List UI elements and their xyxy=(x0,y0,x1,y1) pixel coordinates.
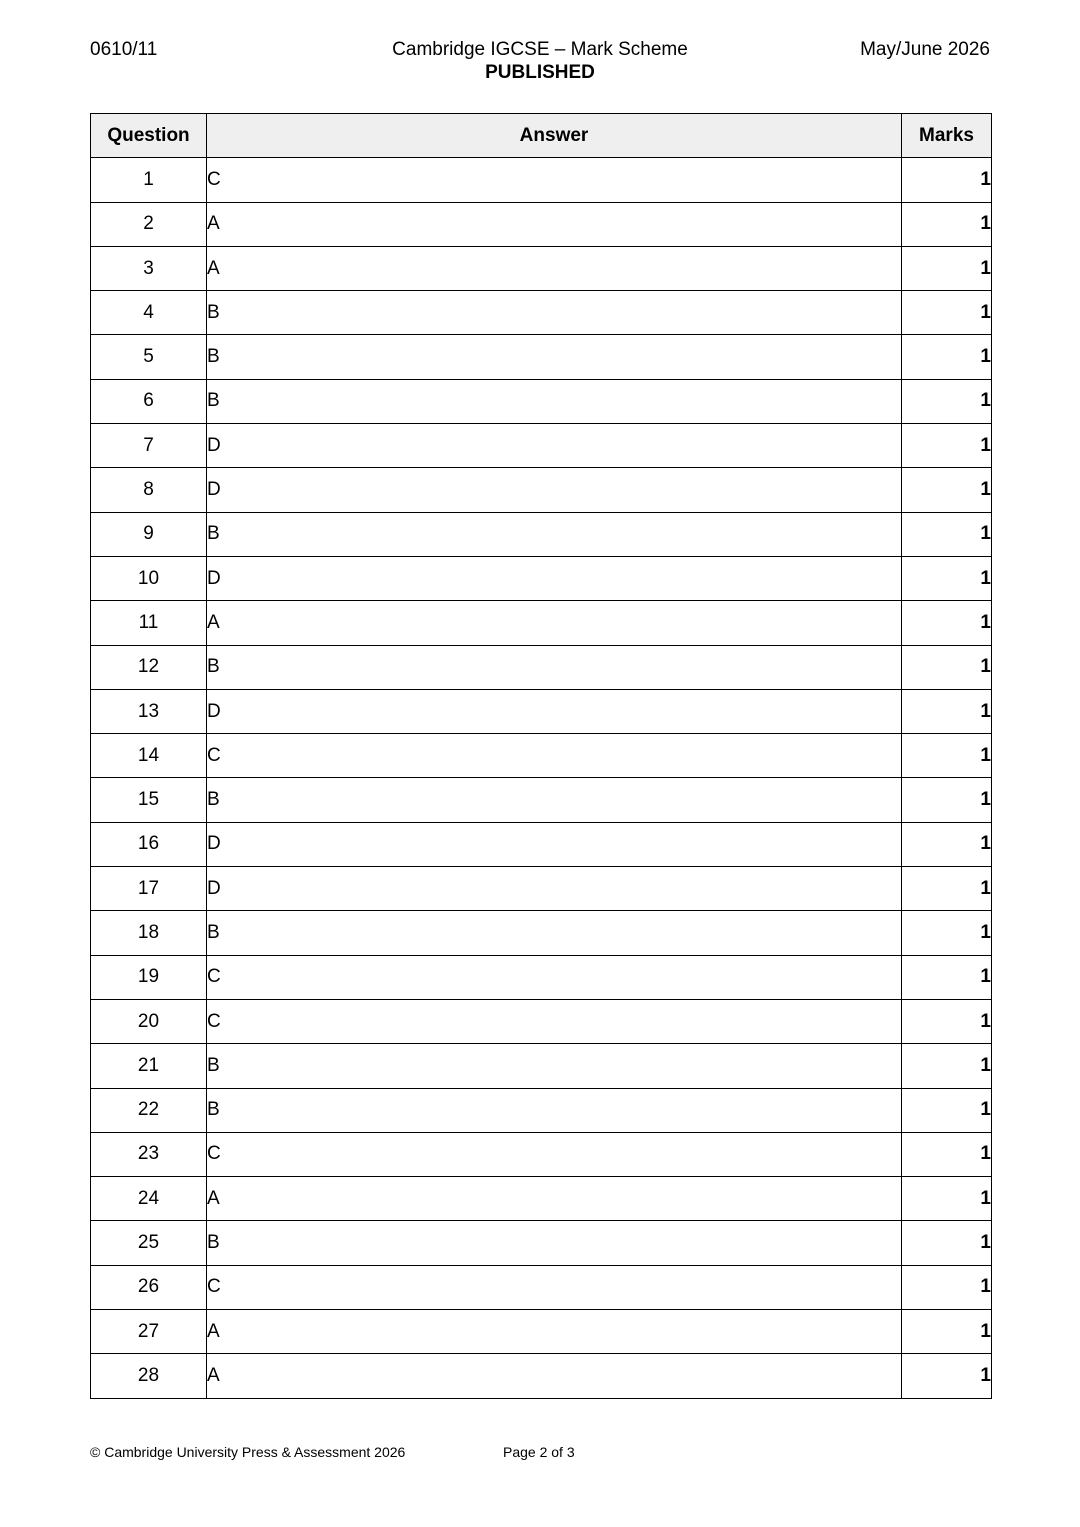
question-cell: 14 xyxy=(91,734,207,778)
question-cell: 11 xyxy=(91,601,207,645)
answer-cell: D xyxy=(207,468,902,512)
question-cell: 21 xyxy=(91,1044,207,1088)
table-row xyxy=(91,158,992,202)
marks-cell: 1 xyxy=(902,379,992,423)
table-row xyxy=(91,424,992,468)
marks-cell: 1 xyxy=(902,778,992,822)
table-row xyxy=(91,867,992,911)
table-row xyxy=(91,1132,992,1176)
question-cell: 2 xyxy=(91,202,207,246)
answer-cell: A xyxy=(207,601,902,645)
question-cell: 23 xyxy=(91,1132,207,1176)
question-cell: 8 xyxy=(91,468,207,512)
answer-cell: C xyxy=(207,955,902,999)
column-header-question: Question xyxy=(91,114,207,158)
answer-cell: A xyxy=(207,1177,902,1221)
publication-status: PUBLISHED xyxy=(485,62,595,83)
marks-cell: 1 xyxy=(902,1221,992,1265)
question-cell: 18 xyxy=(91,911,207,955)
question-cell: 1 xyxy=(91,158,207,202)
answer-cell: A xyxy=(207,1310,902,1354)
marks-cell: 1 xyxy=(902,911,992,955)
answer-cell: C xyxy=(207,1265,902,1309)
table-row xyxy=(91,512,992,556)
marks-cell: 1 xyxy=(902,1044,992,1088)
document-title: Cambridge IGCSE – Mark Scheme xyxy=(392,39,688,60)
question-cell: 5 xyxy=(91,335,207,379)
question-cell: 6 xyxy=(91,379,207,423)
question-cell: 15 xyxy=(91,778,207,822)
marks-cell: 1 xyxy=(902,468,992,512)
column-header-answer: Answer xyxy=(207,114,902,158)
answer-cell: B xyxy=(207,778,902,822)
copyright-notice: © Cambridge University Press & Assessment 2026 xyxy=(90,1444,406,1460)
marks-cell: 1 xyxy=(902,291,992,335)
question-cell: 9 xyxy=(91,512,207,556)
answer-cell: D xyxy=(207,867,902,911)
table-body xyxy=(91,158,992,1398)
table-row xyxy=(91,734,992,778)
answer-cell: B xyxy=(207,291,902,335)
table-row xyxy=(91,999,992,1043)
question-cell: 17 xyxy=(91,867,207,911)
question-cell: 10 xyxy=(91,556,207,600)
answer-cell: B xyxy=(207,379,902,423)
answer-cell: B xyxy=(207,335,902,379)
table-row xyxy=(91,335,992,379)
table-row xyxy=(91,246,992,290)
table-header-row xyxy=(91,114,992,158)
question-cell: 22 xyxy=(91,1088,207,1132)
answer-cell: B xyxy=(207,911,902,955)
question-cell: 20 xyxy=(91,999,207,1043)
table-row xyxy=(91,955,992,999)
marks-cell: 1 xyxy=(902,645,992,689)
marks-cell: 1 xyxy=(902,822,992,866)
marks-cell: 1 xyxy=(902,689,992,733)
answer-cell: D xyxy=(207,556,902,600)
question-cell: 27 xyxy=(91,1310,207,1354)
marks-cell: 1 xyxy=(902,335,992,379)
table-row xyxy=(91,556,992,600)
table-row xyxy=(91,689,992,733)
marks-cell: 1 xyxy=(902,1088,992,1132)
table-row xyxy=(91,202,992,246)
question-cell: 13 xyxy=(91,689,207,733)
question-cell: 24 xyxy=(91,1177,207,1221)
marks-cell: 1 xyxy=(902,512,992,556)
question-cell: 25 xyxy=(91,1221,207,1265)
question-cell: 26 xyxy=(91,1265,207,1309)
marks-cell: 1 xyxy=(902,424,992,468)
table-row xyxy=(91,1265,992,1309)
answer-cell: B xyxy=(207,1088,902,1132)
answer-cell: B xyxy=(207,645,902,689)
question-cell: 16 xyxy=(91,822,207,866)
exam-session: May/June 2026 xyxy=(860,39,990,60)
column-header-marks: Marks xyxy=(902,114,992,158)
question-cell: 4 xyxy=(91,291,207,335)
marks-cell: 1 xyxy=(902,1310,992,1354)
table-row xyxy=(91,1354,992,1398)
marks-cell: 1 xyxy=(902,601,992,645)
answer-cell: B xyxy=(207,512,902,556)
marks-cell: 1 xyxy=(902,999,992,1043)
marks-cell: 1 xyxy=(902,158,992,202)
question-cell: 19 xyxy=(91,955,207,999)
table-row xyxy=(91,1310,992,1354)
table-row xyxy=(91,1044,992,1088)
answer-cell: B xyxy=(207,1221,902,1265)
answer-cell: C xyxy=(207,1132,902,1176)
table-row xyxy=(91,645,992,689)
table-row xyxy=(91,1088,992,1132)
marks-cell: 1 xyxy=(902,1354,992,1398)
question-cell: 7 xyxy=(91,424,207,468)
marks-cell: 1 xyxy=(902,1177,992,1221)
answer-cell: D xyxy=(207,689,902,733)
answer-cell: A xyxy=(207,246,902,290)
answer-cell: D xyxy=(207,822,902,866)
table-row xyxy=(91,1177,992,1221)
marks-cell: 1 xyxy=(902,955,992,999)
table-row xyxy=(91,1221,992,1265)
table-row xyxy=(91,601,992,645)
table-row xyxy=(91,822,992,866)
question-cell: 28 xyxy=(91,1354,207,1398)
table-row xyxy=(91,379,992,423)
table-row xyxy=(91,778,992,822)
answer-cell: A xyxy=(207,202,902,246)
marks-cell: 1 xyxy=(902,734,992,778)
marks-cell: 1 xyxy=(902,1132,992,1176)
marks-cell: 1 xyxy=(902,556,992,600)
mark-scheme-table xyxy=(90,113,992,1399)
question-cell: 12 xyxy=(91,645,207,689)
answer-cell: A xyxy=(207,1354,902,1398)
marks-cell: 1 xyxy=(902,202,992,246)
answer-cell: C xyxy=(207,999,902,1043)
table-row xyxy=(91,911,992,955)
paper-code: 0610/11 xyxy=(90,39,158,60)
answer-cell: B xyxy=(207,1044,902,1088)
table-row xyxy=(91,291,992,335)
question-cell: 3 xyxy=(91,246,207,290)
marks-cell: 1 xyxy=(902,246,992,290)
answer-cell: D xyxy=(207,424,902,468)
marks-cell: 1 xyxy=(902,867,992,911)
page-number: Page 2 of 3 xyxy=(503,1444,575,1460)
answer-cell: C xyxy=(207,158,902,202)
answer-cell: C xyxy=(207,734,902,778)
table-row xyxy=(91,468,992,512)
marks-cell: 1 xyxy=(902,1265,992,1309)
